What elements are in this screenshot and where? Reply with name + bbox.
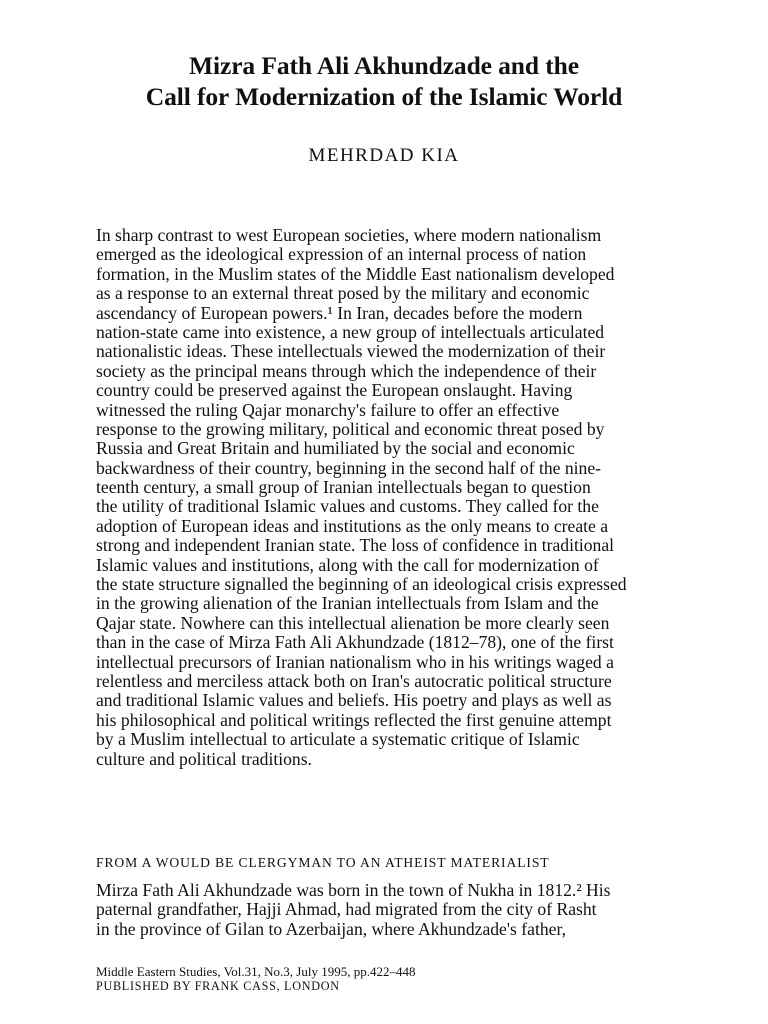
text-line: culture and political traditions. [96, 748, 312, 769]
text-line: strong and independent Iranian state. The loss of confidence in traditional [96, 535, 615, 556]
text-line: Islamic values and institutions, along with the call for modernization of [96, 554, 599, 575]
page-footer [96, 964, 746, 994]
title-line: Mizra Fath Ali Akhundzade and the [189, 51, 579, 80]
text-line: Mirza Fath Ali Akhundzade was born in the town of Nukha in 1812.² His [96, 880, 611, 900]
text-line: paternal grandfather, Hajji Ahmad, had migrated from the city of Rasht [96, 899, 597, 920]
text-line: witnessed the ruling Qajar monarchy's failure to offer an effective [96, 399, 560, 420]
text-line: backwardness of their country, beginning in the second half of the nine- [96, 457, 602, 478]
text-line: adoption of European ideas and institutions as the only means to create a [96, 515, 609, 536]
paragraph-intro [96, 226, 768, 769]
text-line: in the growing alienation of the Iranian intellectuals from Islam and the [96, 593, 599, 614]
text-line: than in the case of Mirza Fath Ali Akhundzade (1812–78), one of the first [96, 632, 614, 653]
text-line: by a Muslim intellectual to articulate a systematic critique of Islamic [96, 729, 580, 750]
publisher-line: PUBLISHED BY FRANK CASS, LONDON [96, 979, 340, 993]
text-line: the utility of traditional Islamic values and customs. They called for the [96, 496, 599, 517]
text-line: country could be preserved against the European onslaught. Having [96, 380, 573, 401]
text-line: society as the principal means through which the independence of their [96, 360, 597, 381]
text-line: the state structure signalled the beginning of an ideological crisis expressed [96, 574, 627, 595]
text-line: response to the growing military, political and economic threat posed by [96, 418, 605, 439]
text-line: ascendancy of European powers.¹ In Iran, decades before the modern [96, 302, 583, 323]
text-line: nationalistic ideas. These intellectuals viewed the modernization of their [96, 341, 606, 362]
text-line: emerged as the ideological expression of an internal process of nation [96, 244, 587, 265]
text-line: as a response to an external threat posed by the military and economic [96, 283, 590, 304]
paragraph-biography [96, 881, 768, 939]
text-line: teenth century, a small group of Iranian intellectuals began to question [96, 477, 591, 498]
text-line: formation, in the Muslim states of the Middle East nationalism developed [96, 263, 615, 284]
text-line: Russia and Great Britain and humiliated by the social and economic [96, 438, 575, 459]
text-line: in the province of Gilan to Azerbaijan, where Akhundzade's father, [96, 918, 566, 939]
text-line: intellectual precursors of Iranian nationalism who in his writings waged a [96, 651, 614, 672]
title-line: Call for Modernization of the Islamic World [145, 82, 623, 111]
text-line: nation-state came into existence, a new group of intellectuals articulated [96, 321, 605, 342]
section-heading: FROM A WOULD BE CLERGYMAN TO AN ATHEIST MATERIALIST [96, 855, 550, 870]
journal-citation: Middle Eastern Studies, Vol.31, No.3, July 1995, pp.422–448 [96, 964, 416, 979]
text-line: relentless and merciless attack both on Iran's autocratic political structure [96, 670, 612, 691]
text-line: and traditional Islamic values and beliefs. His poetry and plays as well as [96, 690, 612, 711]
text-line: his philosophical and political writings reflected the first genuine attempt [96, 709, 612, 730]
author-name: MEHRDAD KIA [308, 145, 460, 166]
text-line: In sharp contrast to west European societies, where modern nationalism [96, 225, 602, 245]
text-line: Qajar state. Nowhere can this intellectual alienation be more clearly seen [96, 612, 610, 633]
article-title [60, 50, 708, 112]
